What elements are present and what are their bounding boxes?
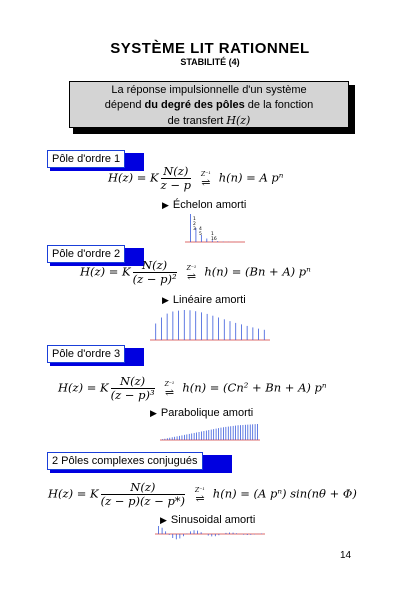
- page-title: SYSTÈME LIT RATIONNEL: [110, 40, 310, 57]
- plot-tick-label: 2: [193, 222, 196, 227]
- inverse-z-arrow: Z⁻¹ ⇌: [195, 486, 205, 505]
- intro-line-3-math: H(z): [226, 114, 251, 127]
- response-label: Sinusoidal amorti: [170, 514, 256, 526]
- response-order-3: ▶ Parabolique amorti: [150, 407, 254, 419]
- formula-rhs: h(n) = (Bn + A) pⁿ: [204, 264, 311, 279]
- plot-tick-label: 3: [193, 227, 196, 232]
- formula-lhs: H(z) = K: [80, 264, 131, 279]
- plot-tick-label: 1: [193, 217, 196, 222]
- fraction-numerator: N(z): [133, 259, 177, 273]
- formula-fraction: [111, 375, 155, 402]
- formula-rhs: h(n) = (A pⁿ) sin(nθ + Φ): [212, 486, 357, 501]
- fraction-denominator: (z − p)²: [132, 272, 177, 286]
- response-label: Échelon amorti: [172, 199, 247, 211]
- plot-tick-label: 5: [199, 232, 202, 237]
- impulse-plot-complex-poles: [155, 524, 265, 544]
- formula-lhs: H(z) = K: [58, 380, 109, 395]
- formula-complex-poles: [48, 481, 357, 508]
- response-label: Parabolique amorti: [160, 407, 254, 419]
- fraction-numerator: N(z): [161, 165, 191, 179]
- response-order-2: ▶ Linéaire amorti: [162, 294, 246, 306]
- plot-tick-label: 4: [199, 227, 202, 232]
- inverse-z-arrow: Z⁻¹ ⇌: [200, 170, 211, 189]
- intro-line-2: [70, 98, 348, 113]
- intro-line-2-post: de la fonction: [244, 99, 314, 111]
- fraction-denominator: (z − p)³: [110, 388, 155, 402]
- fraction-denominator: z − p: [160, 178, 191, 192]
- intro-line-3-pre: de transfert: [167, 115, 227, 127]
- section-heading: 2 Pôles complexes conjugués: [47, 452, 203, 470]
- inverse-z-label: Z⁻¹: [195, 486, 205, 494]
- intro-line-2-pre: dépend: [104, 99, 145, 111]
- formula-fraction: [133, 259, 177, 286]
- impulse-plot-order-2: [150, 308, 270, 342]
- plot-tick-label: 16: [211, 237, 217, 242]
- formula-order-1: [108, 165, 283, 192]
- inverse-z-label: Z⁻¹: [164, 380, 175, 388]
- inverse-z-label: Z⁻¹: [200, 170, 211, 178]
- inverse-z-arrow: Z⁻¹ ⇌: [186, 264, 197, 283]
- page-number: 14: [340, 550, 352, 561]
- formula-lhs: H(z) = K: [48, 486, 99, 501]
- response-complex-poles: ▶ Sinusoidal amorti: [160, 514, 256, 526]
- fraction-denominator: (z − p)(z − p*): [100, 494, 186, 508]
- fraction-numerator: N(z): [101, 481, 185, 495]
- response-order-1: ▶ Échelon amorti: [162, 199, 247, 211]
- section-heading: Pôle d'ordre 2: [47, 245, 125, 263]
- impulse-plot-order-1: [185, 212, 245, 244]
- page-subtitle: STABILITÉ (4): [180, 57, 240, 67]
- plot-tick-label: 1: [211, 232, 214, 237]
- section-heading: Pôle d'ordre 3: [47, 345, 125, 363]
- section-heading: Pôle d'ordre 1: [47, 150, 125, 168]
- formula-order-3: [58, 375, 327, 402]
- intro-line-3: [70, 113, 348, 129]
- intro-line-1: La réponse impulsionnelle d'un système: [111, 84, 307, 96]
- fraction-numerator: N(z): [111, 375, 155, 389]
- response-label: Linéaire amorti: [172, 294, 246, 306]
- formula-fraction: [161, 165, 191, 192]
- formula-order-2: [80, 259, 311, 286]
- inverse-z-arrow: Z⁻¹ ⇌: [164, 380, 175, 399]
- formula-rhs: h(n) = (Cn² + Bn + A) pⁿ: [182, 380, 327, 395]
- formula-lhs: H(z) = K: [108, 170, 159, 185]
- intro-box: [69, 81, 349, 128]
- formula-rhs: h(n) = A pⁿ: [218, 170, 284, 185]
- formula-fraction: [101, 481, 185, 508]
- impulse-plot-order-3: [160, 422, 260, 442]
- inverse-z-label: Z⁻¹: [186, 264, 197, 272]
- intro-line-2-bold: du degré des pôles: [144, 99, 245, 111]
